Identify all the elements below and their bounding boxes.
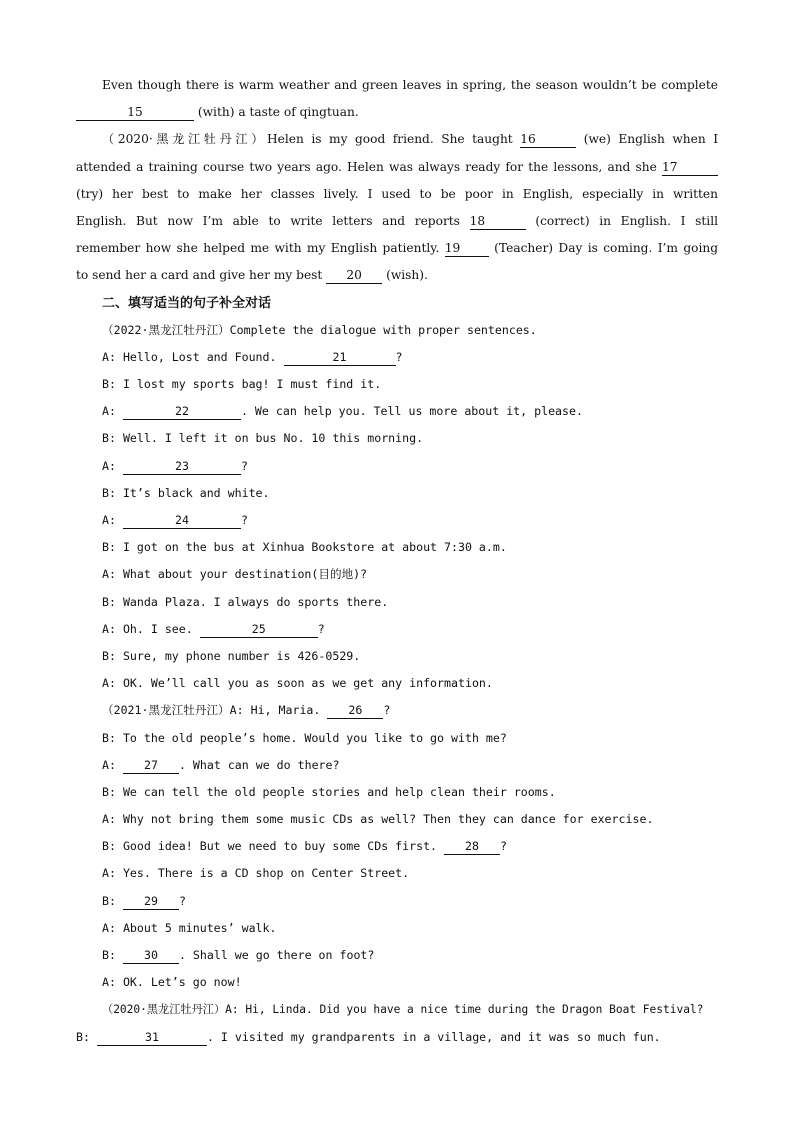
passage-line-7 — [76, 235, 718, 262]
passage-line-8 — [76, 262, 718, 289]
text: remember how she helped me with my English patiently. — [76, 241, 440, 256]
text: to send her a card and give her my best — [76, 268, 323, 283]
dialogue-line: B: Sure, my phone number is 426-0529. — [102, 648, 361, 663]
dialogue-line — [76, 752, 718, 779]
text: ? — [500, 839, 508, 854]
document-page — [76, 72, 718, 1051]
dialogue-line — [76, 697, 718, 724]
dialogue-line: A: Yes. There is a CD shop on Center Street. — [102, 866, 410, 881]
dialogue-line: B: I got on the bus at Xinhua Bookstore at about 7:30 a.m. — [102, 540, 507, 555]
blank-31[interactable]: 31 — [97, 1030, 207, 1046]
text: A: Oh. I see. — [102, 621, 193, 636]
text: （2021·黑龙江牡丹江）A: Hi, Maria. — [102, 703, 321, 718]
blank-15[interactable]: 15 — [76, 105, 194, 121]
blank-26[interactable]: 26 — [327, 703, 383, 719]
dialogue-intro — [76, 317, 718, 344]
passage-line-2 — [76, 99, 718, 126]
dialogue-line: A: Why not bring them some music CDs as well? Then they can dance for exercise. — [102, 812, 654, 827]
dialogue-line: B: I lost my sports bag! I must find it. — [102, 377, 382, 392]
dialogue-line: A: What about your destination(目的地)? — [102, 567, 368, 582]
dialogue-line — [76, 344, 718, 371]
passage-line-1 — [76, 72, 718, 99]
blank-25[interactable]: 25 — [200, 622, 318, 638]
blank-21[interactable]: 21 — [284, 350, 396, 366]
dialogue-line — [76, 507, 718, 534]
passage-line-5 — [76, 181, 718, 208]
dialogue-line — [76, 453, 718, 480]
dialogue-line: （2020·黑龙江牡丹江）A: Hi, Linda. Did you have a nice time during the Dragon Boat Festival? — [102, 1003, 704, 1017]
text: A: — [102, 757, 116, 772]
text: B: — [102, 948, 116, 962]
blank-18[interactable]: 18 — [470, 214, 526, 230]
text: ? — [317, 621, 325, 636]
dialogue-line — [76, 1024, 718, 1051]
text: B: — [76, 1029, 90, 1044]
text: A: — [102, 404, 116, 419]
blank-29[interactable]: 29 — [123, 894, 179, 910]
dialogue-line: A: OK. We’ll call you as soon as we get any information. — [102, 676, 493, 691]
text: (wish). — [386, 268, 428, 283]
text: . What can we do there? — [178, 757, 340, 772]
text: (correct) in English. I still — [535, 213, 718, 228]
dialogue-line: B: We can tell the old people stories and help clean their rooms. — [102, 784, 556, 799]
text: (try) her best to make her classes lively. I used to be poor in English, especially in written — [76, 186, 718, 201]
blank-28[interactable]: 28 — [444, 839, 500, 855]
dialogue-line: A: About 5 minutes’ walk. — [102, 920, 277, 935]
text: (we) English when I — [583, 132, 718, 147]
blank-16[interactable]: 16 — [520, 132, 576, 148]
text: ? — [240, 513, 248, 527]
blank-24[interactable]: 24 — [123, 513, 241, 529]
dialogue-line — [76, 833, 718, 860]
text: ? — [240, 458, 248, 473]
dialogue-line — [76, 888, 718, 915]
text: Even though there is warm weather and green leaves in spring, the season wouldn’t be complete — [102, 78, 718, 92]
dialogue-line: B: Well. I left it on bus No. 10 this morning. — [102, 431, 424, 446]
blank-17[interactable]: 17 — [662, 160, 718, 176]
dialogue-line — [76, 942, 718, 969]
blank-19[interactable]: 19 — [445, 241, 489, 257]
blank-20[interactable]: 20 — [326, 268, 382, 284]
dialogue-line — [76, 616, 718, 643]
blank-30[interactable]: 30 — [123, 948, 179, 964]
passage-line-3 — [76, 126, 718, 153]
text: . I visited my grandparents in a village, and it was so much fun. — [206, 1029, 661, 1044]
text: （2020·黑龙江牡丹江）Helen is my good friend. She taught — [102, 132, 513, 147]
blank-23[interactable]: 23 — [123, 459, 241, 475]
text: . Shall we go there on foot? — [178, 948, 375, 962]
dialogue-line — [76, 398, 718, 425]
text: English. But now I’m able to write letters and reports — [76, 213, 460, 228]
text: A: Hello, Lost and Found. — [102, 349, 277, 364]
text: ? — [178, 893, 186, 908]
text: ? — [395, 349, 403, 364]
dialogue-line: B: Wanda Plaza. I always do sports there. — [102, 594, 389, 609]
text: . We can help you. Tell us more about it, please. — [240, 404, 583, 419]
text: A: — [102, 458, 116, 473]
text: ? — [383, 703, 391, 718]
text: attended a training course two years ago. Helen was always ready for the lessons, and she — [76, 159, 657, 174]
text: （2022·黑龙江牡丹江）Complete the dialogue with proper sentences. — [102, 322, 537, 337]
text: B: Good idea! But we need to buy some CDs first. — [102, 839, 438, 854]
dialogue-line: B: To the old people’s home. Would you like to go with me? — [102, 730, 507, 745]
text: A: — [102, 513, 116, 527]
text: (Teacher) Day is coming. I’m going — [494, 241, 718, 256]
passage-line-6 — [76, 208, 718, 235]
text: B: — [102, 893, 116, 908]
dialogue-line: A: OK. Let’s go now! — [102, 975, 242, 990]
blank-22[interactable]: 22 — [123, 404, 241, 420]
blank-27[interactable]: 27 — [123, 758, 179, 774]
section-heading: 二、填写适当的句子补全对话 — [102, 295, 272, 311]
text: (with) a taste of qingtuan. — [197, 105, 359, 120]
dialogue-line: B: It’s black and white. — [102, 485, 270, 500]
passage-line-4 — [76, 154, 718, 181]
